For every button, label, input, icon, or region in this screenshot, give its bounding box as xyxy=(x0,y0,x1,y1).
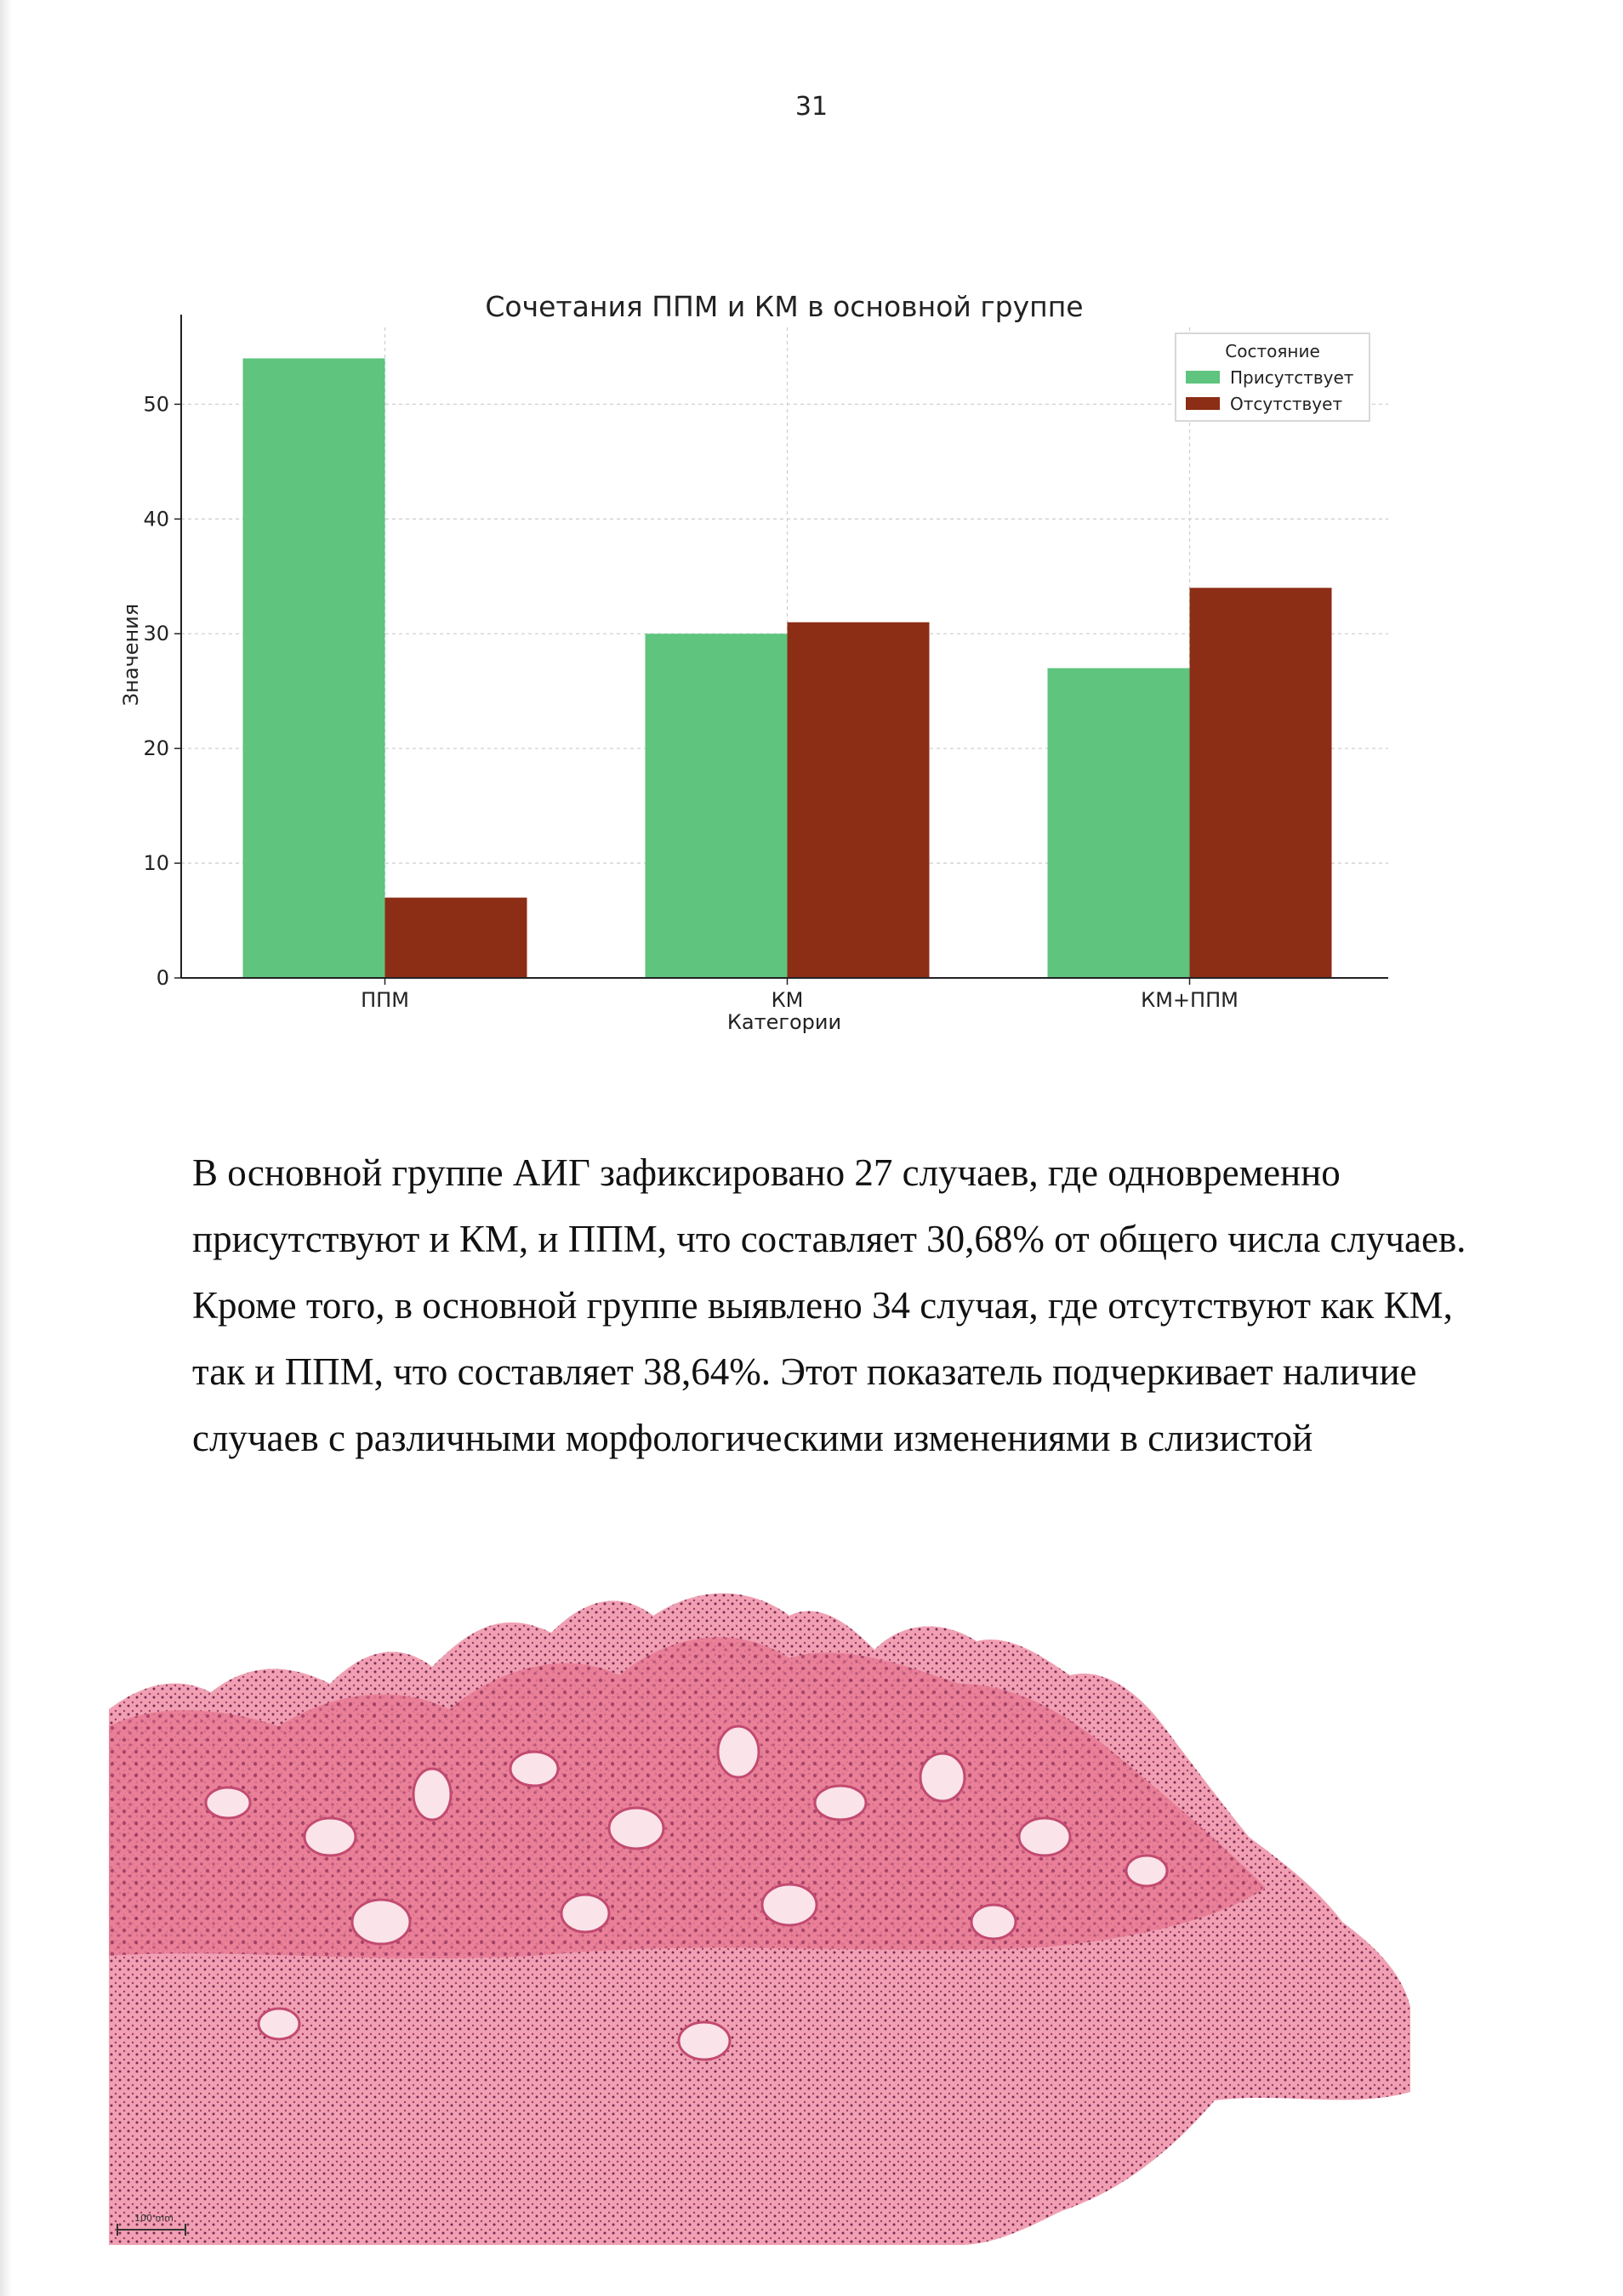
bar-present-2 xyxy=(1048,668,1190,978)
y-tick-label: 0 xyxy=(156,966,169,990)
body-paragraph xyxy=(192,1139,1502,1471)
paragraph-line: В основной группе АИГ зафиксировано 27 случаев, где одновременно xyxy=(192,1151,1341,1194)
paragraph-line: случаев с различными морфологическими изменениями в слизистой xyxy=(192,1417,1313,1459)
bar-absent-1 xyxy=(788,622,930,978)
chart-x-axis-label: Категории xyxy=(726,1010,842,1034)
y-tick-label: 50 xyxy=(143,392,169,417)
paragraph-line: так и ППМ, что составляет 38,64%. Этот показатель подчеркивает наличие xyxy=(192,1350,1417,1393)
chart-legend xyxy=(1176,333,1370,421)
y-tick-label: 10 xyxy=(143,851,169,876)
chart-y-axis-label: Значения xyxy=(119,603,143,707)
y-tick-label: 40 xyxy=(143,507,169,531)
x-tick-label: КМ+ППМ xyxy=(1141,988,1239,1012)
bar-absent-2 xyxy=(1190,588,1332,978)
legend-title: Состояние xyxy=(1225,341,1320,361)
histology-micrograph xyxy=(109,1582,1410,2245)
scale-bar-label: 100 mm xyxy=(134,2213,174,2224)
page-number: 31 xyxy=(794,92,829,122)
x-tick-label: ППМ xyxy=(361,988,409,1012)
chart-title: Сочетания ППМ и КМ в основной группе xyxy=(485,290,1084,323)
legend-label-absent: Отсутствует xyxy=(1230,394,1343,414)
y-tick-label: 30 xyxy=(143,622,169,646)
x-tick-label: КМ xyxy=(771,988,804,1012)
bar-chart xyxy=(0,255,1623,1063)
paragraph-line: Кроме того, в основной группе выявлено 34 случая, где отсутствуют как КМ, xyxy=(192,1284,1453,1327)
bar-present-0 xyxy=(243,358,385,978)
paragraph-line: присутствуют и КМ, и ППМ, что составляет 30,68% от общего числа случаев. xyxy=(192,1218,1466,1260)
y-tick-label: 20 xyxy=(143,736,169,761)
legend-swatch-present xyxy=(1186,371,1220,384)
bar-present-1 xyxy=(646,634,788,978)
legend-swatch-absent xyxy=(1186,397,1220,410)
bar-absent-0 xyxy=(385,898,527,978)
legend-label-present: Присутствует xyxy=(1230,367,1354,388)
